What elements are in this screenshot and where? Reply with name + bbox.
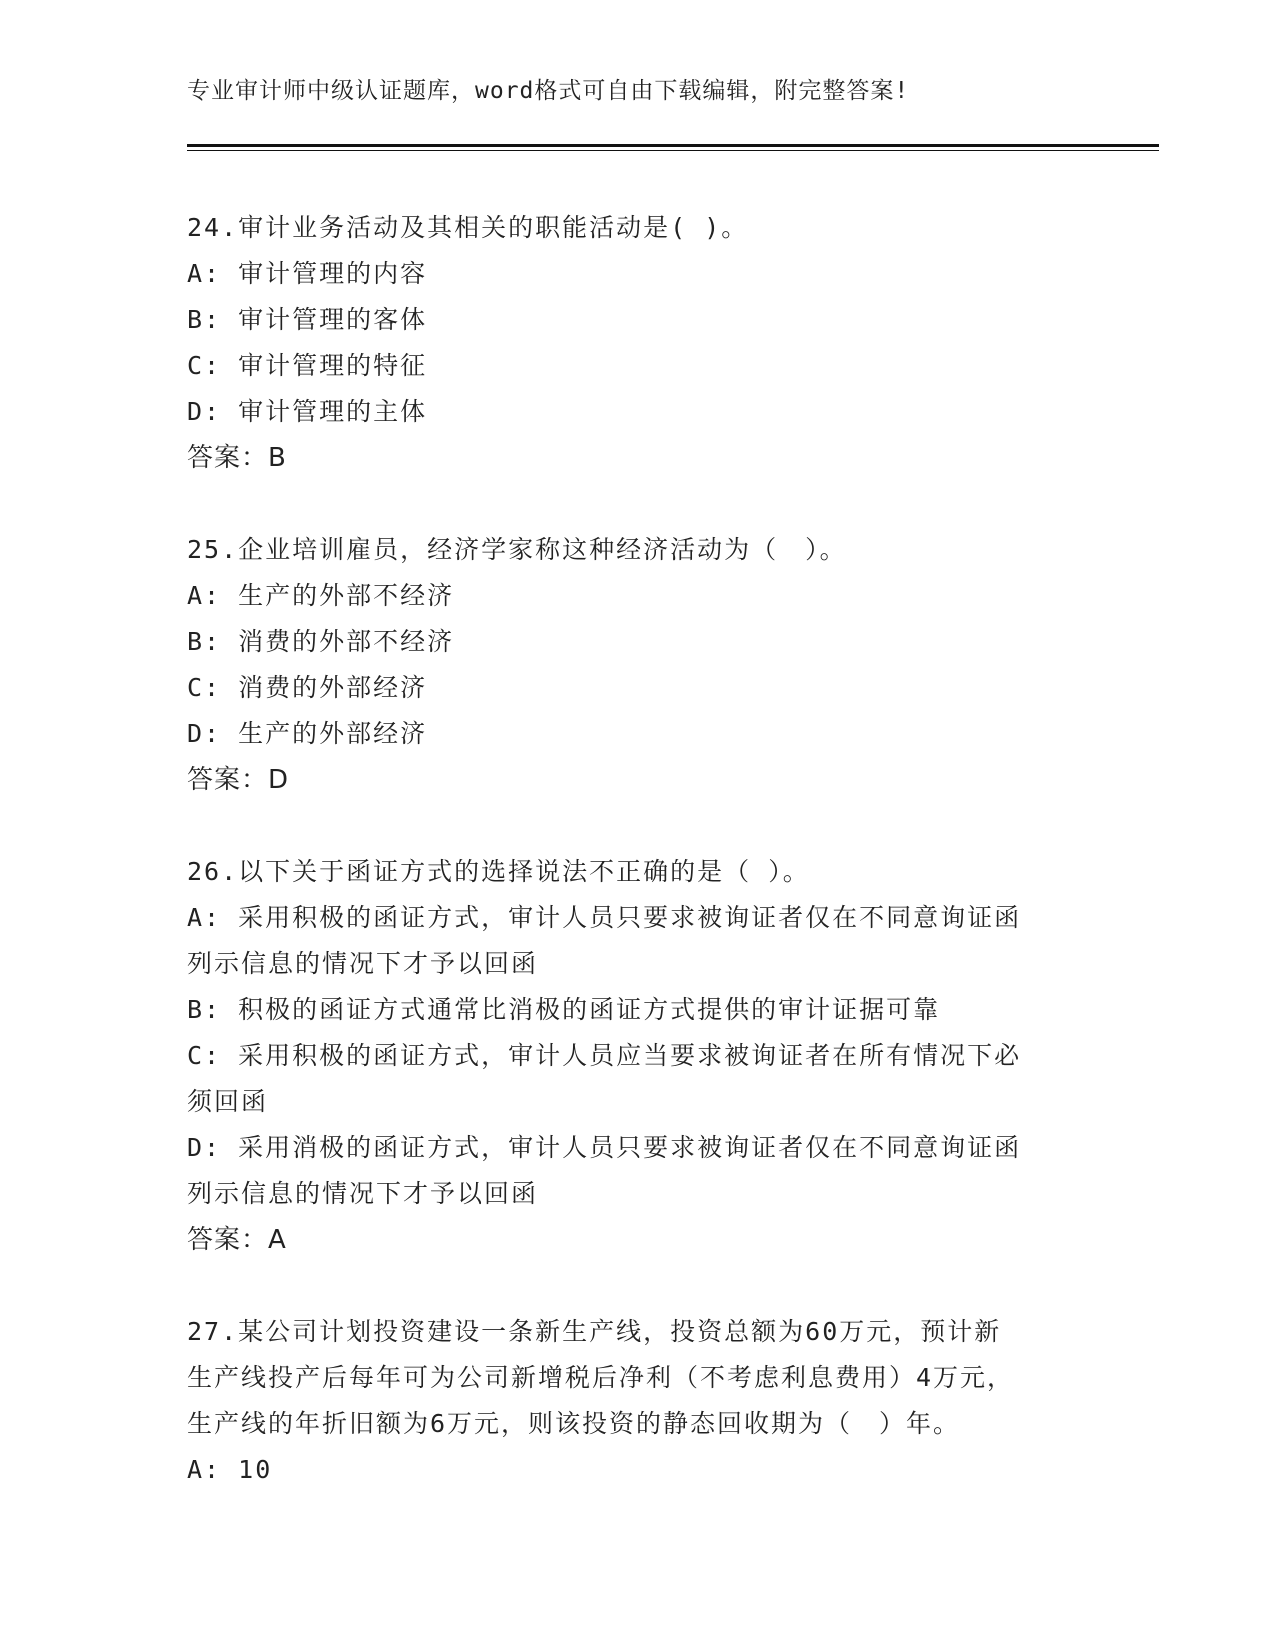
option-c: C: 消费的外部经济 (187, 673, 428, 702)
header-divider-thin (187, 150, 1159, 151)
question-stem: 25.企业培训雇员，经济学家称这种经济活动为（ ）。 (187, 535, 847, 564)
question-stem-continued: 生产线的年折旧额为6万元，则该投资的静态回收期为（ ）年。 (187, 1409, 961, 1438)
option-d: D: 生产的外部经济 (187, 719, 428, 748)
question-26 (187, 849, 1087, 1263)
question-stem: 24.审计业务活动及其相关的职能活动是( )。 (187, 213, 749, 242)
question-stem: 27.某公司计划投资建设一条新生产线，投资总额为60万元，预计新 (187, 1317, 1002, 1346)
answer: 答案：D (187, 765, 290, 795)
option-c-continued: 须回函 (187, 1087, 269, 1116)
option-a: A: 采用积极的函证方式，审计人员只要求被询证者仅在不同意询证函 (187, 903, 1022, 932)
question-stem-continued: 生产线投产后每年可为公司新增税后净利（不考虑利息费用）4万元， (187, 1363, 1015, 1392)
option-a: A: 生产的外部不经济 (187, 581, 455, 610)
option-c: C: 采用积极的函证方式，审计人员应当要求被询证者在所有情况下必 (187, 1041, 1022, 1070)
option-d-continued: 列示信息的情况下才予以回函 (187, 1179, 539, 1208)
option-d: D: 审计管理的主体 (187, 397, 428, 426)
option-a: A: 10 (187, 1455, 273, 1484)
option-a: A: 审计管理的内容 (187, 259, 428, 288)
option-b: B: 消费的外部不经济 (187, 627, 455, 656)
option-a-continued: 列示信息的情况下才予以回函 (187, 949, 539, 978)
option-d: D: 采用消极的函证方式，审计人员只要求被询证者仅在不同意询证函 (187, 1133, 1022, 1162)
answer: 答案：B (187, 443, 287, 473)
question-list (187, 205, 1087, 1539)
option-b: B: 审计管理的客体 (187, 305, 428, 334)
answer: 答案：A (187, 1225, 287, 1255)
option-b: B: 积极的函证方式通常比消极的函证方式提供的审计证据可靠 (187, 995, 941, 1024)
option-c: C: 审计管理的特征 (187, 351, 428, 380)
question-24 (187, 205, 1087, 481)
question-stem: 26.以下关于函证方式的选择说法不正确的是（ ）。 (187, 857, 810, 886)
question-25 (187, 527, 1087, 803)
header-divider (187, 144, 1159, 147)
question-27 (187, 1309, 1087, 1493)
page-header: 专业审计师中级认证题库，word格式可自由下载编辑，附完整答案! (187, 78, 910, 104)
